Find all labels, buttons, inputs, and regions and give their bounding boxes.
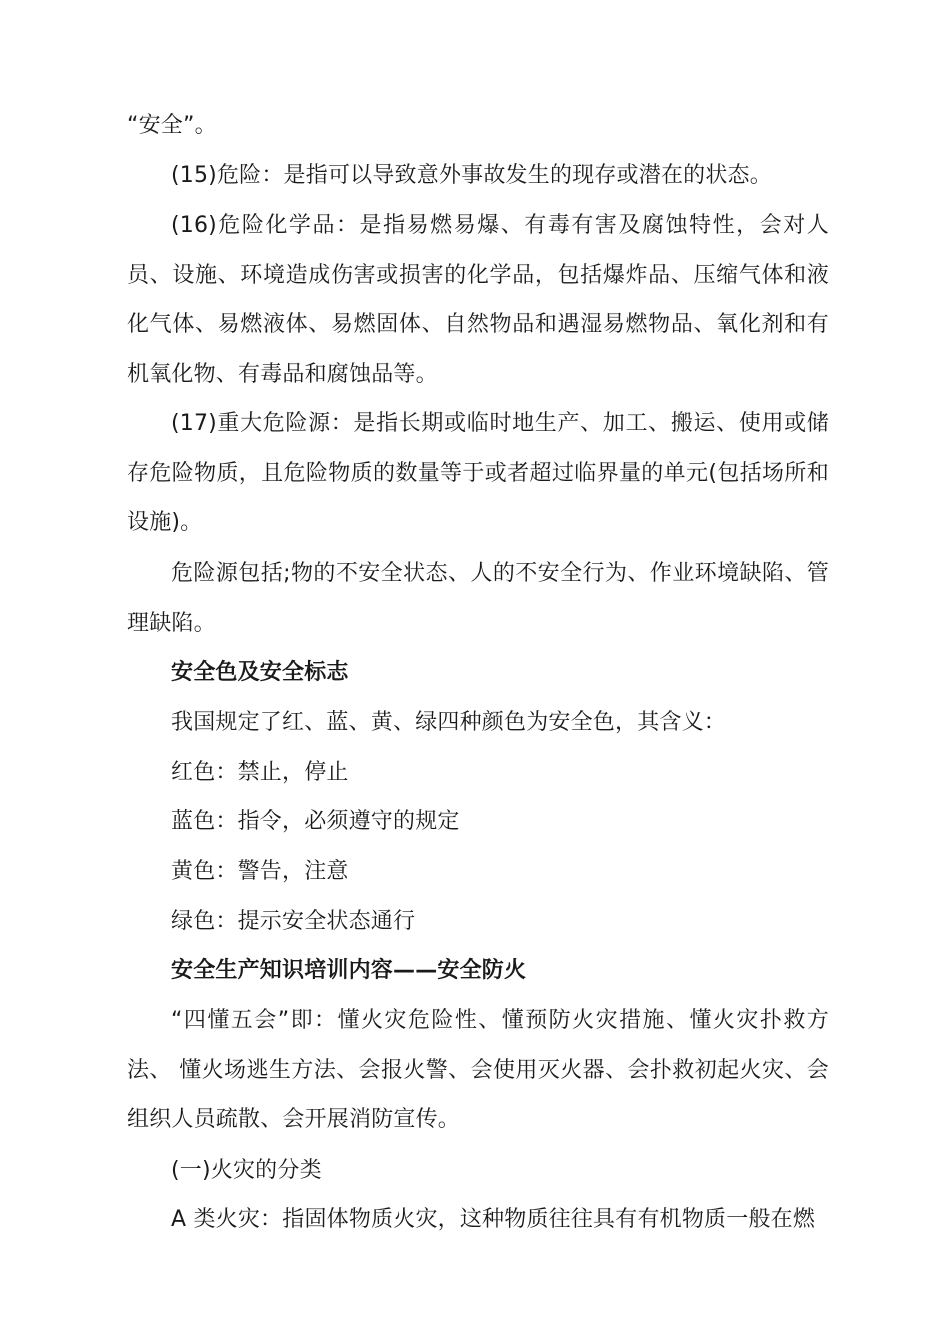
- heading-safety-colors-signs: 安全色及安全标志: [171, 660, 349, 685]
- paragraph-major-hazard-source: (17)重大危险源：是指长期或临时地生产、加工、搬运、使用或储存危险物质，且危险物质的数量等于或者超过临界量的单元(包括场所和设施)。: [127, 411, 829, 535]
- paragraph-safety-colors-intro: 我国规定了红、蓝、黄、绿四种颜色为安全色，其含义：: [171, 710, 727, 735]
- heading-fire-safety: 安全生产知识培训内容——安全防火: [171, 958, 527, 983]
- list-item-yellow: 黄色：警告，注意: [171, 859, 349, 884]
- paragraph-danger-definition: (15)危险：是指可以导致意外事故发生的现存或潜在的状态。: [171, 163, 772, 188]
- paragraph-class-a-fire: A 类火灾：指固体物质火灾，这种物质往往具有有机物质一般在燃: [171, 1207, 816, 1232]
- paragraph-hazard-sources-include: 危险源包括;物的不安全状态、人的不安全行为、作业环境缺陷、管理缺陷。: [127, 561, 829, 636]
- list-item-red: 红色：禁止，停止: [171, 760, 349, 785]
- paragraph-fire-classification: (一)火灾的分类: [171, 1158, 322, 1183]
- list-item-blue: 蓝色：指令，必须遵守的规定: [171, 809, 460, 834]
- list-item-green: 绿色：提示安全状态通行: [171, 909, 416, 934]
- paragraph-four-understand-five-can: “四懂五会”即：懂火灾危险性、懂预防火灾措施、懂火灾扑救方法、 懂火场逃生方法、会报火警、会使用灭火器、会扑救初起火灾、会组织人员疏散、会开展消防宣传。: [127, 1008, 829, 1132]
- paragraph-hazardous-chemicals: (16)危险化学品：是指易燃易爆、有毒有害及腐蚀特性，会对人员、设施、环境造成伤害或损害的化学品，包括爆炸品、压缩气体和液化气体、易燃液体、易燃固体、自然物品和遇湿易燃物品、氧化剂和有机氧化物、有毒品和腐蚀品等。: [127, 213, 829, 387]
- paragraph-continuation-safety: “安全”。: [127, 113, 217, 138]
